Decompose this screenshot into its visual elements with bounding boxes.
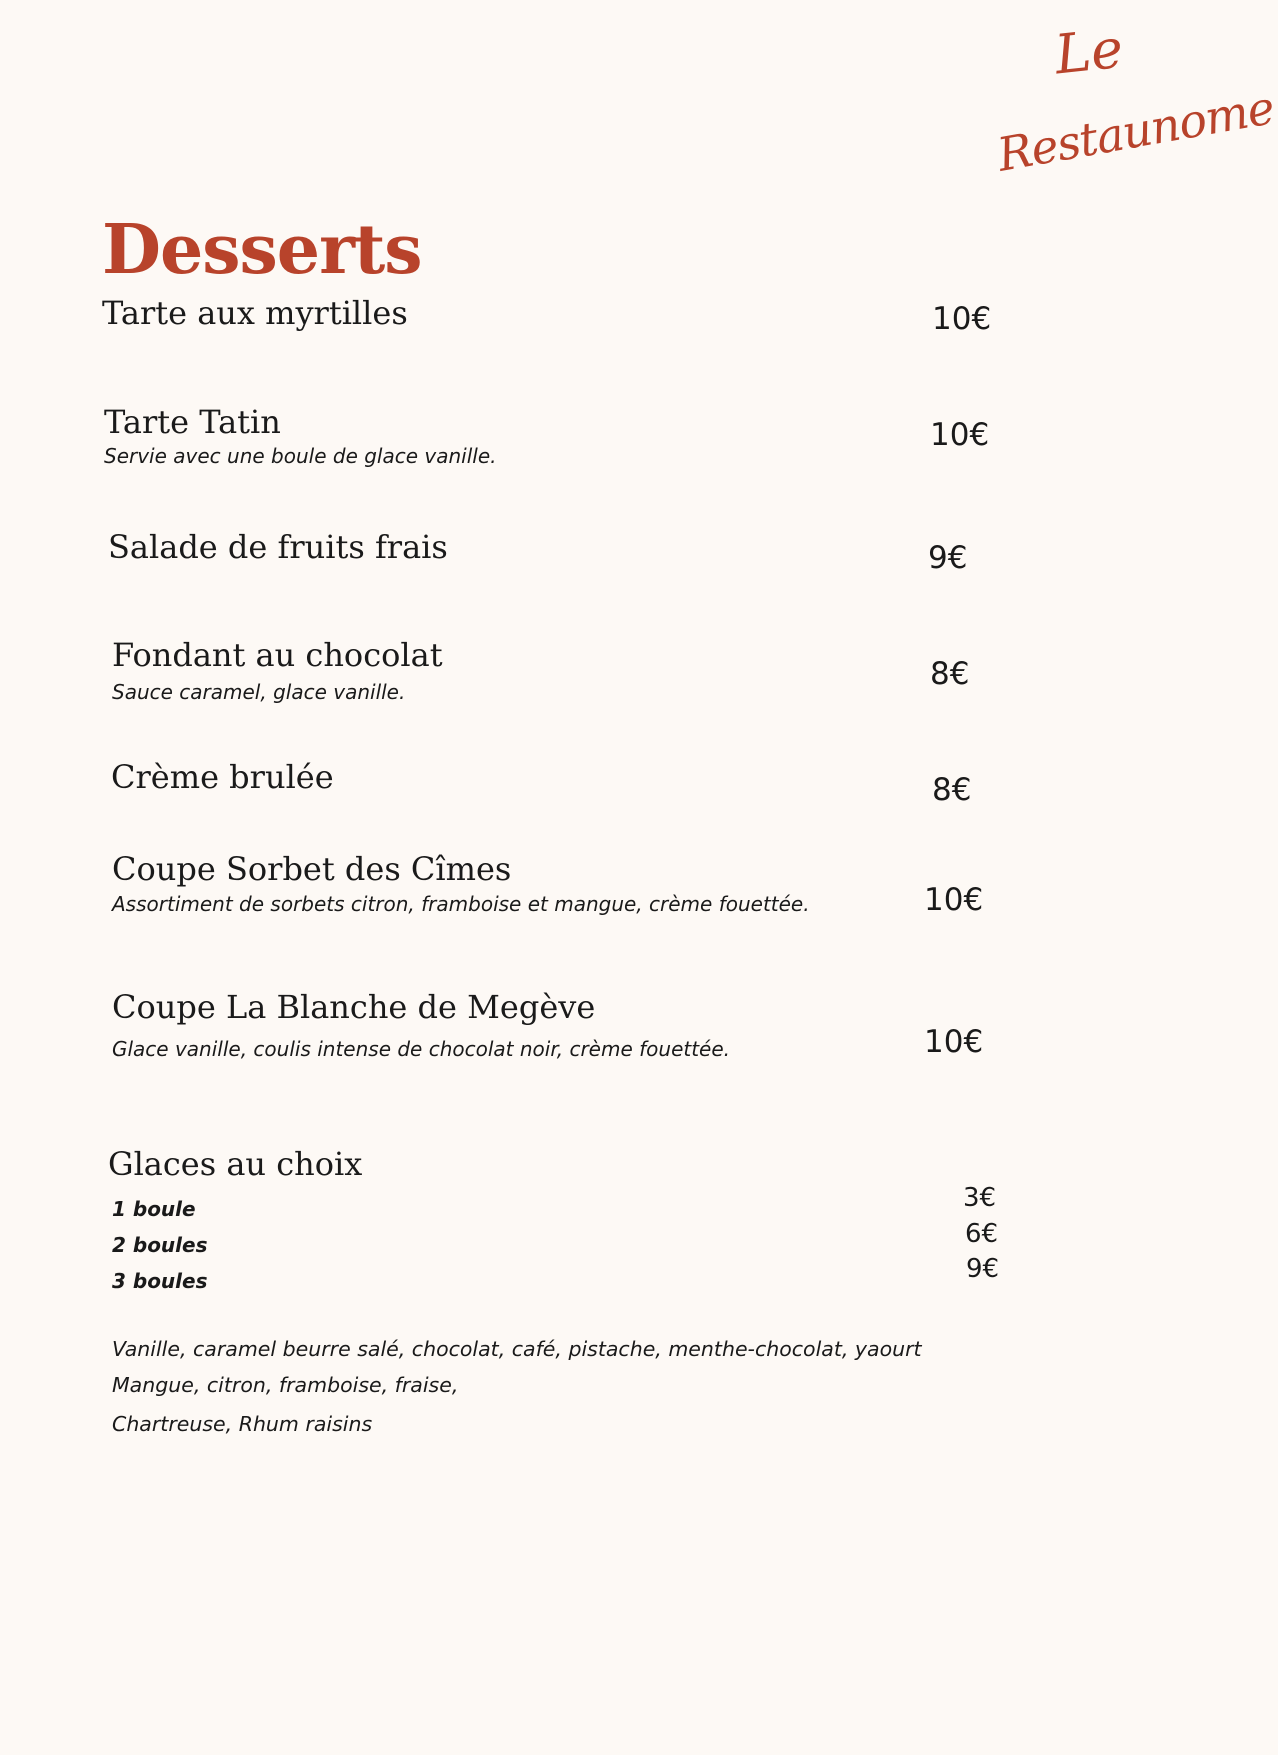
item-price-tarte-aux-myrtilles: 10€ <box>932 301 992 337</box>
item-price-creme-brulee: 8€ <box>932 772 972 808</box>
item-name-glaces-au-choix: Glaces au choix <box>108 1145 363 1183</box>
item-name-creme-brulee: Crème brulée <box>111 758 334 796</box>
item-desc-fondant-au-chocolat: Sauce caramel, glace vanille. <box>112 680 406 704</box>
page-title: Desserts <box>102 210 422 290</box>
ice-option-price: 9€ <box>966 1254 1000 1284</box>
item-name-coupe-sorbet: Coupe Sorbet des Cîmes <box>112 850 512 888</box>
item-name-salade-de-fruits: Salade de fruits frais <box>108 528 448 566</box>
item-desc-coupe-la-blanche: Glace vanille, coulis intense de chocolat noir, crème fouettée. <box>112 1037 731 1061</box>
item-price-coupe-la-blanche: 10€ <box>924 1024 984 1060</box>
ice-option-price: 3€ <box>963 1183 997 1213</box>
item-price-tarte-tatin: 10€ <box>930 417 990 453</box>
flavors-line: Vanille, caramel beurre salé, chocolat, café, pistache, menthe-chocolat, yaourt <box>112 1337 922 1361</box>
ice-option-label: 3 boules <box>112 1269 208 1293</box>
logo-le: Le <box>1051 16 1126 87</box>
ice-option-price: 6€ <box>965 1219 999 1249</box>
ice-option-label: 1 boule <box>112 1197 196 1221</box>
ice-option-label: 2 boules <box>112 1233 208 1257</box>
item-desc-tarte-tatin: Servie avec une boule de glace vanille. <box>104 444 497 468</box>
item-price-fondant-au-chocolat: 8€ <box>930 656 970 692</box>
item-name-tarte-aux-myrtilles: Tarte aux myrtilles <box>102 294 408 332</box>
item-name-tarte-tatin: Tarte Tatin <box>104 403 281 441</box>
item-price-salade-de-fruits: 9€ <box>928 540 968 576</box>
logo-restaunome: Restaunome <box>993 80 1278 182</box>
flavors-line: Mangue, citron, framboise, fraise, <box>112 1373 459 1397</box>
item-price-coupe-sorbet: 10€ <box>924 882 984 918</box>
item-name-fondant-au-chocolat: Fondant au chocolat <box>112 636 443 674</box>
item-desc-coupe-sorbet: Assortiment de sorbets citron, framboise et mangue, crème fouettée. <box>112 892 810 916</box>
item-name-coupe-la-blanche: Coupe La Blanche de Megève <box>112 988 596 1026</box>
flavors-line: Chartreuse, Rhum raisins <box>112 1412 373 1436</box>
